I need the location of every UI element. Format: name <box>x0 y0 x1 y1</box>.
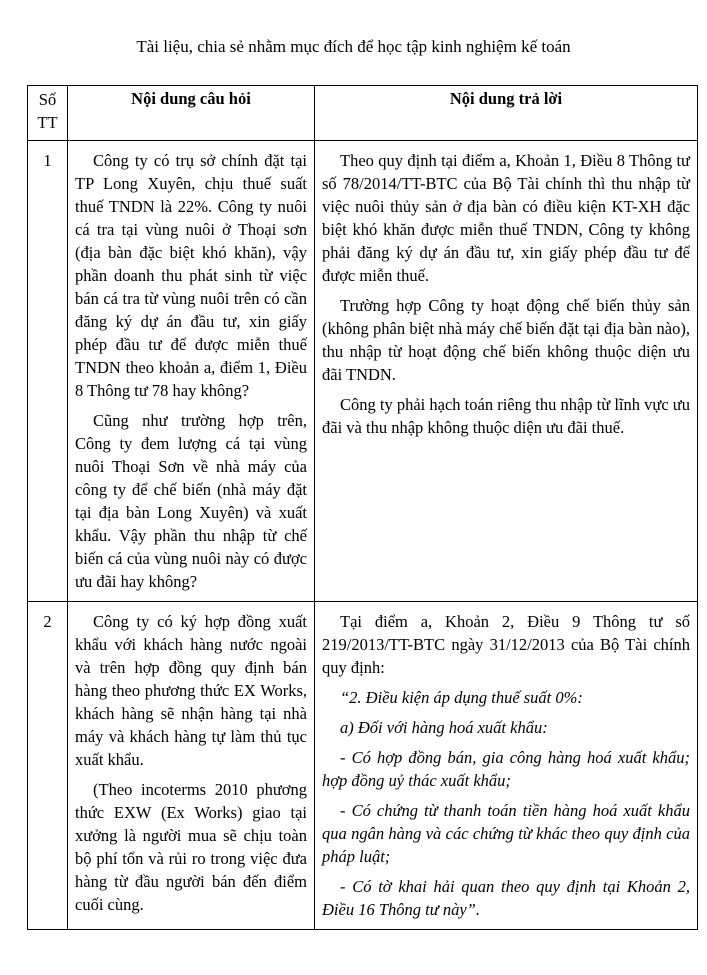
answer-cell <box>315 141 698 602</box>
question-paragraph: Công ty có trụ sở chính đặt tại TP Long Xuyên, chịu thuế suất thuế TNDN là 22%. Công ty nuôi cá tra tại vùng nuôi ở Thoại sơn (địa bàn đặc biệt khó khăn), vậy phần doanh thu phát sinh từ việc bán cá tra từ vùng nuôi trên có cần đăng ký dự án đầu tư, xin giấy phép đầu tư để được miễn thuế TNDN theo khoản a, điểm 1, Điều 8 Thông tư 78 hay không? <box>75 151 307 400</box>
question-cell <box>68 141 315 602</box>
header-question: Nội dung câu hỏi <box>68 86 315 141</box>
quote-paragraph: a) Đối với hàng hoá xuất khẩu: <box>340 718 548 737</box>
question-paragraph: Cũng như trường hợp trên, Công ty đem lượng cá tại vùng nuôi Thoại Sơn về nhà máy của công ty để chế biến (nhà máy đặt tại địa bàn Long Xuyên) và xuất khẩu. Vậy phần thu nhập từ chế biến cá của vùng nuôi này có được ưu đãi hay không? <box>75 411 307 591</box>
header-no: Số TT <box>28 86 68 141</box>
table-row <box>28 141 698 602</box>
page-title: Tài liệu, chia sẻ nhằm mục đích để học tập kinh nghiệm kế toán <box>136 37 571 56</box>
qa-table <box>27 85 698 930</box>
quote-paragraph: - Có chứng từ thanh toán tiền hàng hoá xuất khẩu qua ngân hàng và các chứng từ khác theo quy định của pháp luật; <box>322 801 690 866</box>
row-number: 2 <box>28 602 68 930</box>
question-paragraph: Công ty có ký hợp đồng xuất khẩu với khách hàng nước ngoài và trên hợp đồng quy định bán hàng theo phương thức EX Works, khách hàng sẽ nhận hàng tại nhà máy và khách hàng tự làm thủ tục xuất khẩu. <box>75 612 307 769</box>
answer-cell <box>315 602 698 930</box>
answer-paragraph: Theo quy định tại điểm a, Khoản 1, Điều 8 Thông tư số 78/2014/TT-BTC của Bộ Tài chính thì thu nhập từ việc nuôi thủy sản ở địa bàn có điều kiện KT-XH đặc biệt khó khăn được miễn thuế TNDN, Công ty không phải đăng ký dự án đầu tư, xin giấy phép đầu tư để được miễn thuế. <box>322 151 690 285</box>
question-paragraph: (Theo incoterms 2010 phương thức EXW (Ex Works) giao tại xưởng là người mua sẽ chịu toàn bộ phí tổn và rủi ro trong việc đưa hàng từ đầu người bán đến điểm cuối cùng. <box>75 780 307 914</box>
answer-paragraph: Trường hợp Công ty hoạt động chế biến thủy sản (không phân biệt nhà máy chế biến đặt tại địa bàn nào), thu nhập từ hoạt động chế biến không thuộc diện ưu đãi TNDN. <box>322 296 690 384</box>
answer-paragraph: Tại điểm a, Khoản 2, Điều 9 Thông tư số 219/2013/TT-BTC ngày 31/12/2013 của Bộ Tài chính quy định: <box>322 612 690 677</box>
quote-paragraph: “2. Điều kiện áp dụng thuế suất 0%: <box>340 688 583 707</box>
row-number: 1 <box>28 141 68 602</box>
header-answer: Nội dung trả lời <box>315 86 698 141</box>
question-cell <box>68 602 315 930</box>
answer-paragraph: Công ty phải hạch toán riêng thu nhập từ lĩnh vực ưu đãi và thu nhập không thuộc diện ưu đãi thuế. <box>322 395 690 437</box>
quote-paragraph: - Có hợp đồng bán, gia công hàng hoá xuất khẩu; hợp đồng uỷ thác xuất khẩu; <box>322 748 690 790</box>
quote-paragraph: - Có tờ khai hải quan theo quy định tại Khoản 2, Điều 16 Thông tư này”. <box>322 877 690 919</box>
header-row <box>28 86 698 141</box>
table-row <box>28 602 698 930</box>
